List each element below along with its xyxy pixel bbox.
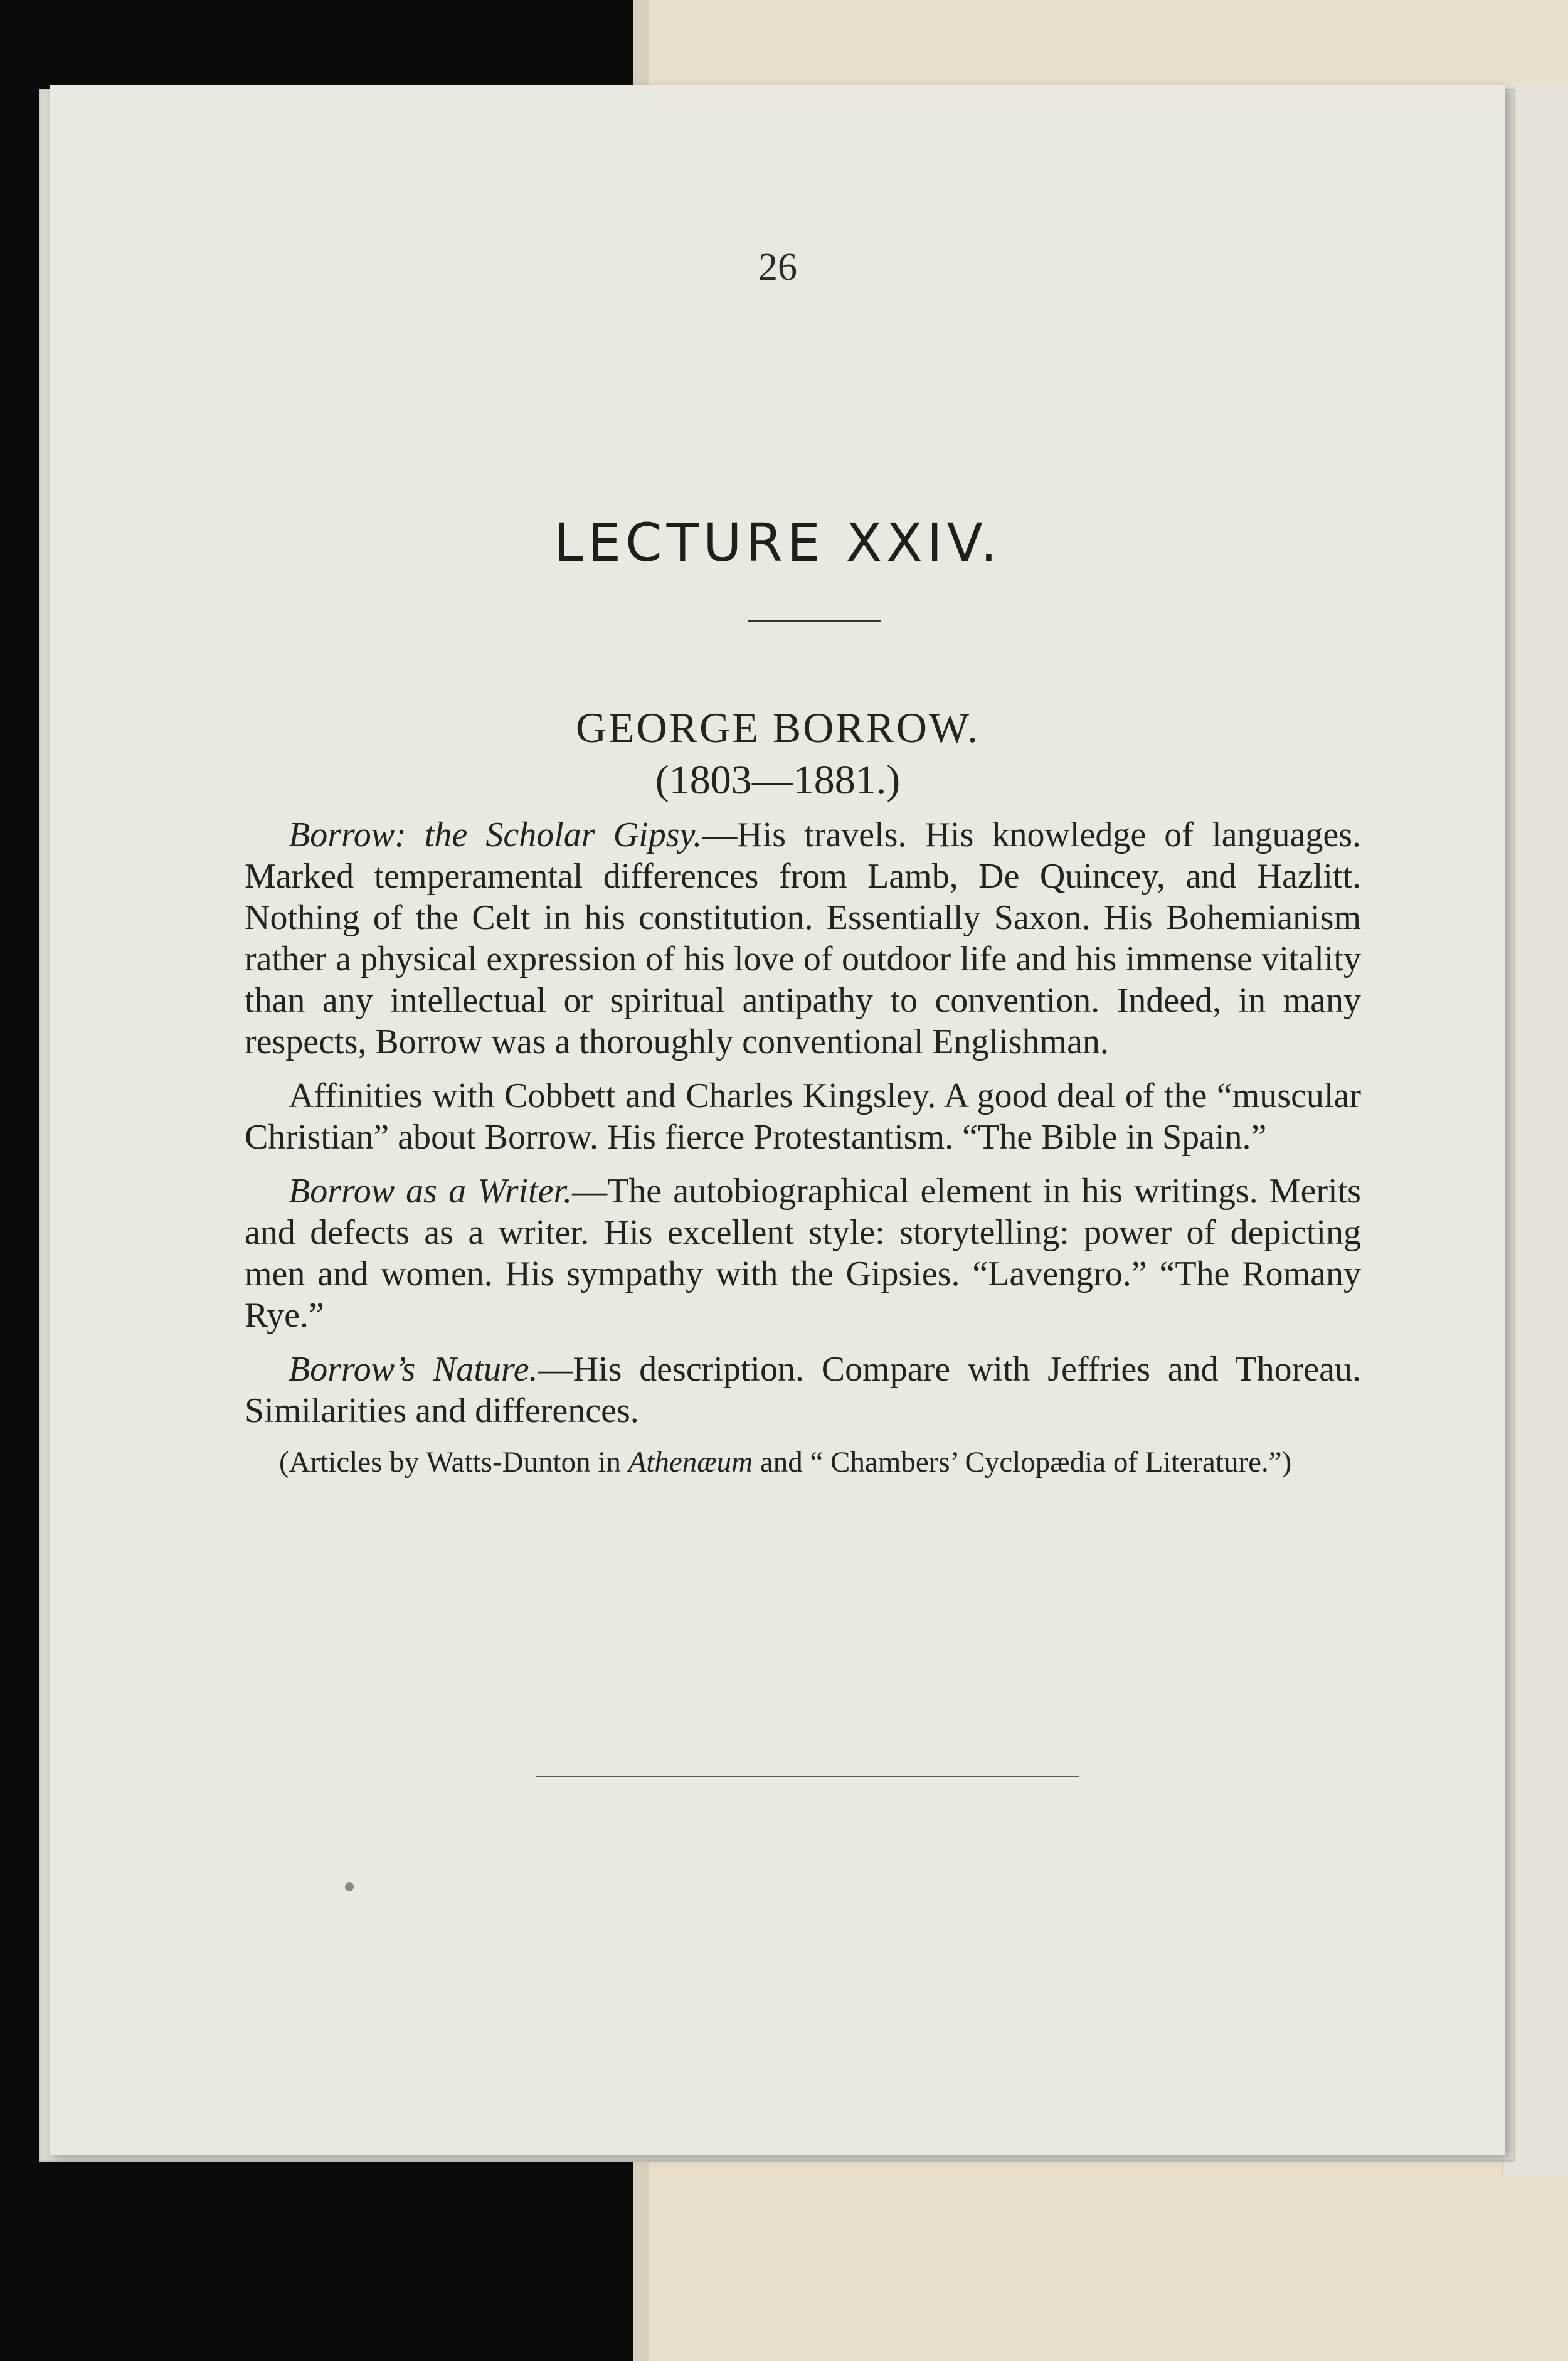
journal-title: Athenæum: [628, 1446, 753, 1478]
lecture-body: [245, 814, 1361, 1493]
paragraph-label: Borrow: the Scholar Gipsy.: [289, 815, 702, 854]
lecture-heading: LECTURE XXIV.: [554, 512, 1002, 573]
page-number: 26: [758, 246, 797, 289]
paragraph-writer: [245, 1170, 1361, 1336]
paragraph-text: —His description. Compare with Jeffries and Thoreau. Similarities and differences.: [245, 1350, 1361, 1430]
references-note: [245, 1444, 1361, 1480]
book-page: [50, 85, 1505, 2155]
paragraph-scholar-gipsy: [245, 814, 1361, 1063]
note-text-start: (Articles by Watts-Dunton in: [279, 1446, 628, 1478]
end-rule: [536, 1776, 1079, 1777]
paragraph-text: —The autobiographical element in his writings. Merits and defects as a writer. His excellent style: storytelling: power of depicting men and women. His sympathy with the Gipsies. “Lavengro.” “The Romany Rye.”: [245, 1172, 1361, 1335]
lifespan-dates: (1803—1881.): [655, 757, 901, 803]
paragraph-nature: [245, 1349, 1361, 1431]
paper-speck: [345, 1882, 354, 1891]
note-text-end: and “ Chambers’ Cyclopædia of Literature.”): [753, 1446, 1292, 1478]
paragraph-affinities: [245, 1075, 1361, 1158]
paragraph-text: Affinities with Cobbett and Charles Kingsley. A good deal of the “muscular Christian” about Borrow. His fierce Protestantism. “The Bible in Spain.”: [245, 1076, 1361, 1157]
lecture-subject: GEORGE BORROW.: [576, 704, 980, 751]
paragraph-label: Borrow as a Writer.: [289, 1172, 573, 1211]
heading-divider: [748, 620, 881, 622]
paragraph-text: —His travels. His knowledge of languages. Marked temperamental differences from Lamb, De Quincey, and Hazlitt. Nothing of the Celt in his constitution. Essentially Saxon. His Bohemianism rather a physical expression of his love of outdoor life and his immense vitality than any intellectual or spiritual antipathy to convention. Indeed, in many respects, Borrow was a thoroughly conventional Englishman.: [245, 815, 1361, 1061]
paragraph-label: Borrow’s Nature.: [289, 1350, 538, 1389]
